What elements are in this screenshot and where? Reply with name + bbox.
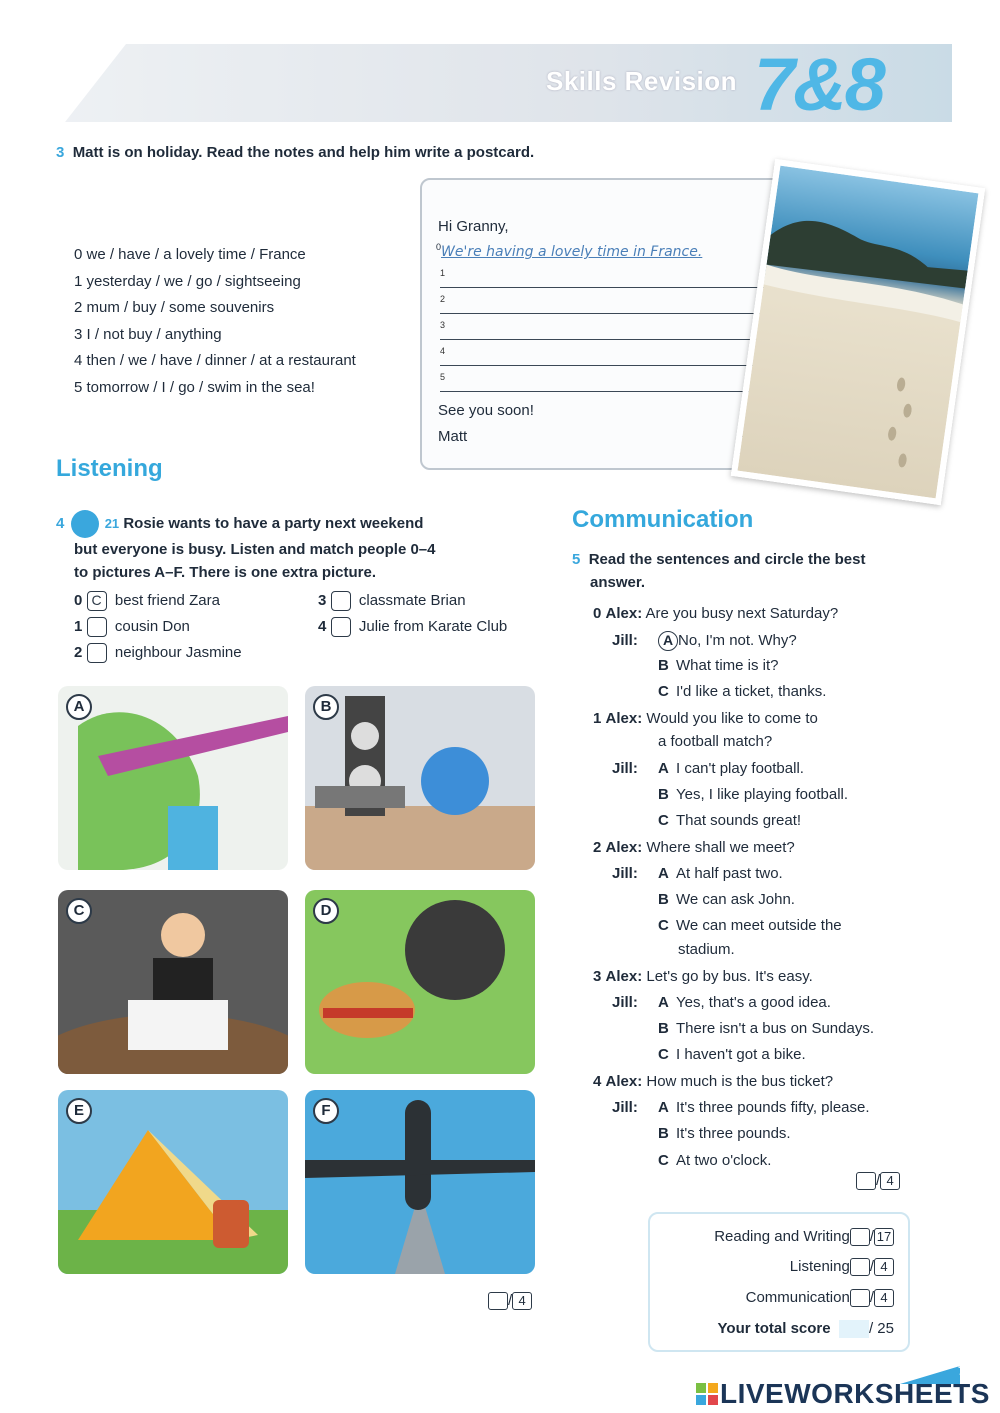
liveworksheets-logo: LIVEWORKSHEETS (696, 1378, 990, 1410)
match-item: 4 Julie from Karate Club (318, 614, 507, 640)
postcard-answer-line-3[interactable]: 3 (440, 320, 780, 340)
postcard-answer-line-4[interactable]: 4 (440, 346, 780, 366)
picture-b-band: B (305, 686, 535, 870)
postcard-example: $^0$We're having a lovely time in France. (436, 242, 703, 260)
communication-score: / 4 (856, 1172, 900, 1190)
answer-option[interactable]: Jill: A I can't play football. (612, 760, 804, 777)
postcard-closing: See you soon! (438, 402, 534, 419)
question-4: 4 Alex: How much is the bus ticket? (593, 1073, 834, 1090)
match-item: 0 C best friend Zara (74, 588, 242, 614)
total-score-input[interactable] (839, 1320, 869, 1338)
answer-option[interactable]: C I'd like a ticket, thanks. (658, 683, 827, 700)
answer-option[interactable]: B We can ask John. (658, 891, 795, 908)
listening-heading: Listening (56, 455, 163, 482)
answer-option[interactable]: Jill: A No, I'm not. Why? (612, 632, 797, 649)
note-item: 1 yesterday / we / go / sightseeing (74, 272, 301, 290)
banner-title: Skills Revision (546, 66, 738, 96)
answer-option[interactable]: Jill: A At half past two. (612, 865, 783, 882)
answer-option[interactable]: B Yes, I like playing football. (658, 786, 849, 803)
audio-play-icon[interactable] (71, 510, 99, 538)
answer-option[interactable]: B There isn't a bus on Sundays. (658, 1020, 874, 1037)
score-input[interactable] (488, 1292, 508, 1310)
answer-option[interactable]: C At two o'clock. (658, 1152, 772, 1169)
question-0: 0 Alex: Are you busy next Saturday? (593, 605, 839, 622)
page-number: 79 (958, 1364, 972, 1378)
writing-notes (74, 242, 356, 401)
header-banner (46, 44, 952, 122)
answer-option[interactable]: Jill: A Yes, that's a good idea. (612, 994, 831, 1011)
listening-score: / 4 (488, 1292, 532, 1310)
picture-d-barbecue: D (305, 890, 535, 1074)
answer-option[interactable]: B What time is it? (658, 657, 779, 674)
answer-option-cont: stadium. (678, 941, 735, 958)
note-item: 0 we / have / a lovely time / France (74, 246, 306, 263)
total-communication: Communication / 4 (746, 1289, 894, 1307)
communication-instruction: 5 Read the sentences and circle the best answer. (572, 551, 866, 591)
total-score: Your total score / 25 (717, 1320, 894, 1337)
beach-photo (731, 159, 985, 505)
note-item: 5 tomorrow / I / go / swim in the sea! (74, 378, 315, 396)
postcard-greeting: Hi Granny, (438, 218, 509, 235)
postcard-signature: Matt (438, 428, 468, 445)
question-1-cont: a football match? (658, 733, 773, 750)
score-input[interactable] (856, 1172, 876, 1190)
note-item: 4 then / we / have / dinner / at a restaurant (74, 352, 356, 369)
answer-box[interactable] (331, 591, 351, 611)
picture-e-tent: E (58, 1090, 288, 1274)
match-list-left (74, 588, 242, 666)
total-listening: Listening / 4 (790, 1258, 894, 1276)
answer-option[interactable]: B It's three pounds. (658, 1125, 791, 1142)
question-1: 1 Alex: Would you like to come to (593, 710, 818, 727)
answer-option[interactable]: Jill: A It's three pounds fifty, please. (612, 1099, 870, 1116)
picture-f-plane: F (305, 1090, 535, 1274)
picture-c-conductor: C (58, 890, 288, 1074)
writing-instruction: 3 Matt is on holiday. Read the notes and help him write a postcard. (56, 144, 535, 161)
question-2: 2 Alex: Where shall we meet? (593, 839, 795, 856)
total-reading-writing: Reading and Writing / 17 (714, 1228, 894, 1246)
answer-option[interactable]: C We can meet outside the (658, 917, 842, 934)
listening-instruction: 4 21 Rosie wants to have a party next weekend but everyone is busy. Listen and match people 0–4 to pictures A–F. There is one extra picture. (56, 510, 556, 584)
communication-heading: Communication (572, 506, 754, 533)
score-summary (648, 1212, 910, 1352)
postcard-answer-line-2[interactable]: 2 (440, 294, 780, 314)
answer-option[interactable]: C That sounds great! (658, 812, 802, 829)
match-item: 2 neighbour Jasmine (74, 640, 242, 666)
answer-box[interactable]: C (87, 591, 107, 611)
picture-a-guitar: A (58, 686, 288, 870)
postcard-answer-line-5[interactable]: 5 (440, 372, 780, 392)
match-item: 3 classmate Brian (318, 588, 507, 614)
note-item: 3 I / not buy / anything (74, 325, 222, 343)
note-item: 2 mum / buy / some souvenirs (74, 299, 275, 316)
example-answer: We're having a lovely time in France. (441, 244, 703, 260)
match-list-right (318, 588, 507, 640)
answer-box[interactable] (87, 643, 107, 663)
logo-icon (696, 1383, 718, 1405)
banner-units: 7&8 (754, 44, 884, 122)
question-3: 3 Alex: Let's go by bus. It's easy. (593, 968, 813, 985)
answer-option[interactable]: C I haven't got a bike. (658, 1046, 806, 1063)
answer-box[interactable] (87, 617, 107, 637)
match-item: 1 cousin Don (74, 614, 242, 640)
answer-box[interactable] (331, 617, 351, 637)
postcard-answer-line-1[interactable]: 1 (440, 268, 780, 288)
